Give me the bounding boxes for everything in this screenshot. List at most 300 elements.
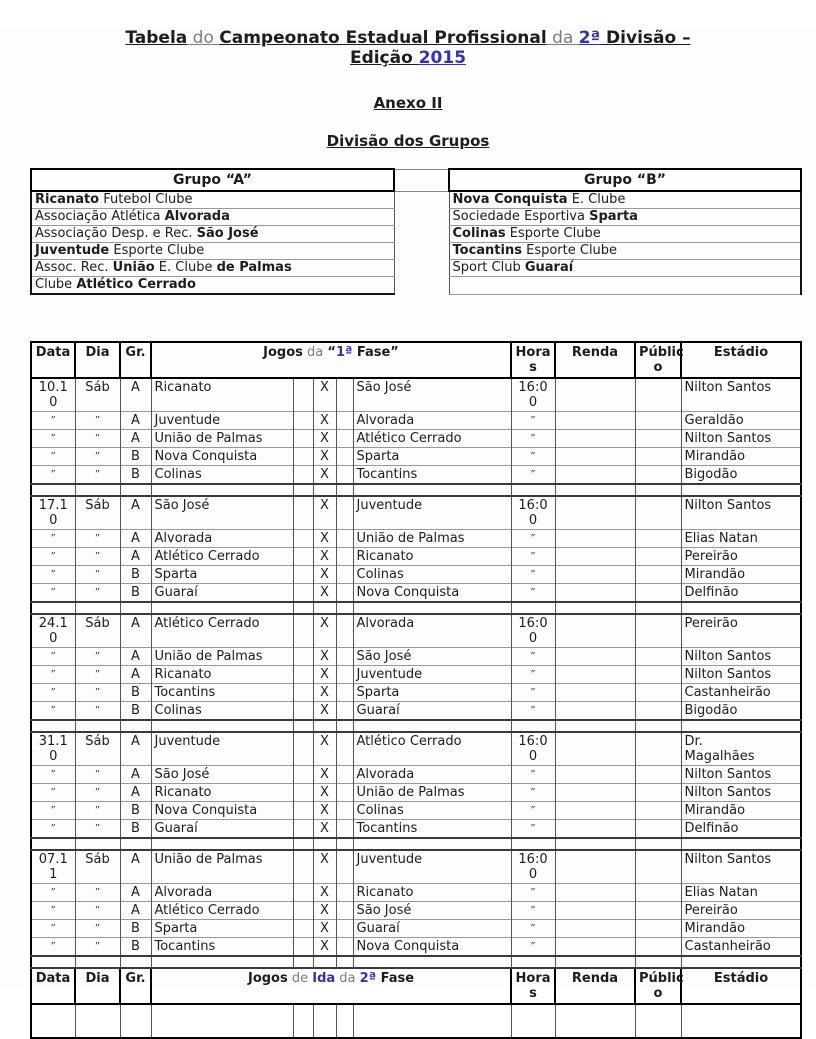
phase1-title-text: “	[327, 345, 336, 360]
narrow-cell	[336, 766, 353, 784]
spacer-cell	[555, 956, 635, 968]
renda-cell	[555, 784, 635, 802]
x-cell	[313, 1004, 336, 1038]
renda-cell	[555, 496, 635, 530]
home-team-cell: Ricanato	[151, 666, 293, 684]
group-b-header: Grupo “B”	[449, 169, 801, 191]
day-cell: ”	[75, 648, 120, 666]
spacer-row	[31, 838, 801, 850]
publico-cell	[635, 920, 681, 938]
date-cell: ”	[31, 702, 75, 721]
spacer-cell	[75, 838, 120, 850]
publico-cell	[635, 584, 681, 603]
spacer-cell	[353, 838, 511, 850]
publico-cell	[635, 666, 681, 684]
date-cell	[31, 1004, 75, 1038]
spacer-cell	[75, 956, 120, 968]
home-team-cell: Tocantins	[151, 938, 293, 957]
date-cell: ”	[31, 412, 75, 430]
home-team-cell: Nova Conquista	[151, 448, 293, 466]
fixture-row	[31, 784, 801, 802]
renda-cell	[555, 378, 635, 412]
date-cell: ”	[31, 784, 75, 802]
club-name-run: Esporte Clube	[521, 243, 618, 258]
col-header-dia: Dia	[75, 968, 120, 1004]
day-cell: ”	[75, 666, 120, 684]
day-cell: ”	[75, 938, 120, 957]
spacer-cell	[336, 956, 353, 968]
time-cell: ”	[511, 784, 555, 802]
link-2015[interactable]: 2015	[418, 48, 467, 68]
groups-header-row	[31, 169, 801, 191]
day-cell: ”	[75, 566, 120, 584]
away-team-cell: São José	[353, 378, 511, 412]
renda-cell	[555, 584, 635, 603]
col-header-horas: Hora s	[511, 342, 555, 378]
publico-cell	[635, 732, 681, 766]
away-team-cell: Juventude	[353, 666, 511, 684]
time-cell: 16:0 0	[511, 732, 555, 766]
fixture-row	[31, 530, 801, 548]
away-team-cell: Ricanato	[353, 548, 511, 566]
narrow-cell	[336, 466, 353, 485]
group-b-club	[449, 209, 801, 226]
fixture-row	[31, 496, 801, 530]
stadium-name: Nilton Santos	[684, 380, 772, 395]
club-name-run: Esporte Clube	[505, 226, 601, 241]
away-team-cell: Sparta	[353, 684, 511, 702]
club-name-run: Nova Conquista	[452, 192, 568, 207]
narrow-cell	[293, 448, 313, 466]
narrow-cell	[293, 684, 313, 702]
x-cell: X	[313, 430, 336, 448]
narrow-cell	[336, 920, 353, 938]
renda-cell	[555, 920, 635, 938]
fixture-row	[31, 666, 801, 684]
narrow-cell	[336, 702, 353, 721]
home-team-cell: Atlético Cerrado	[151, 548, 293, 566]
stadium-cell	[681, 820, 801, 839]
col-header-data: Data	[31, 342, 75, 378]
narrow-cell	[293, 430, 313, 448]
time-cell: ”	[511, 766, 555, 784]
narrow-cell	[293, 566, 313, 584]
home-team-cell: Ricanato	[151, 784, 293, 802]
phase2-title-text: de	[287, 971, 313, 986]
day-cell: ”	[75, 530, 120, 548]
phase2-title-text: Fase	[376, 971, 415, 986]
phase1-title-text: Fase”	[352, 345, 399, 360]
narrow-cell	[336, 902, 353, 920]
spacer-cell	[31, 484, 75, 496]
link-2a-divisao[interactable]: 2ª	[578, 28, 601, 48]
fixture-row	[31, 884, 801, 902]
publico-cell	[635, 378, 681, 412]
club-name-run: de Palmas	[216, 260, 292, 275]
group-gap-cell	[394, 277, 449, 295]
group-cell: A	[120, 902, 151, 920]
stadium-name: Nilton Santos	[684, 431, 772, 446]
time-cell: ”	[511, 938, 555, 957]
group-cell: B	[120, 820, 151, 839]
stadium-cell	[681, 802, 801, 820]
renda-cell	[555, 684, 635, 702]
fixture-row	[31, 938, 801, 957]
x-cell: X	[313, 802, 336, 820]
day-cell: Sáb	[75, 378, 120, 412]
group-a-club	[31, 277, 394, 295]
home-team-cell: São José	[151, 496, 293, 530]
date-cell: ”	[31, 884, 75, 902]
away-team-cell: Tocantins	[353, 820, 511, 839]
narrow-cell	[293, 938, 313, 957]
publico-cell	[635, 412, 681, 430]
away-team-cell: Alvorada	[353, 766, 511, 784]
spacer-cell	[313, 720, 336, 732]
renda-cell	[555, 614, 635, 648]
x-cell: X	[313, 448, 336, 466]
home-team-cell: União de Palmas	[151, 430, 293, 448]
title-text: Edição	[349, 48, 419, 68]
date-cell: ”	[31, 430, 75, 448]
home-team-cell: Atlético Cerrado	[151, 902, 293, 920]
day-cell: Sáb	[75, 850, 120, 884]
group-cell: A	[120, 732, 151, 766]
date-cell: ”	[31, 584, 75, 603]
home-team-cell: Colinas	[151, 466, 293, 485]
spacer-cell	[555, 484, 635, 496]
x-cell: X	[313, 378, 336, 412]
away-team-cell: Nova Conquista	[353, 584, 511, 603]
stadium-cell	[681, 920, 801, 938]
away-team-cell: Alvorada	[353, 614, 511, 648]
groups-heading	[0, 132, 816, 150]
stadium-cell	[681, 648, 801, 666]
narrow-cell	[293, 850, 313, 884]
fixture-row	[31, 584, 801, 603]
home-team-cell: Guaraí	[151, 584, 293, 603]
home-team-cell: Alvorada	[151, 530, 293, 548]
narrow-cell	[293, 548, 313, 566]
spacer-cell	[681, 720, 801, 732]
link-2a-fase[interactable]: 2ª	[359, 971, 377, 986]
stadium-cell	[681, 566, 801, 584]
publico-cell	[635, 784, 681, 802]
away-team-cell: Atlético Cerrado	[353, 732, 511, 766]
stadium-name: Pereirão	[684, 903, 738, 918]
publico-cell	[635, 448, 681, 466]
group-a-club	[31, 191, 394, 209]
spacer-cell	[313, 484, 336, 496]
away-team-cell: Colinas	[353, 802, 511, 820]
narrow-cell	[293, 732, 313, 766]
group-gap-cell	[394, 209, 449, 226]
group-a-club	[31, 243, 394, 260]
home-team-cell: Atlético Cerrado	[151, 614, 293, 648]
narrow-cell	[293, 1004, 313, 1038]
narrow-cell	[293, 884, 313, 902]
day-cell: ”	[75, 448, 120, 466]
away-team-cell: São José	[353, 902, 511, 920]
publico-cell	[635, 1004, 681, 1038]
renda-cell	[555, 732, 635, 766]
group-row	[31, 243, 801, 260]
renda-cell	[555, 1004, 635, 1038]
date-cell: ”	[31, 938, 75, 957]
renda-cell	[555, 666, 635, 684]
title-text: do	[187, 28, 220, 48]
spacer-cell	[75, 484, 120, 496]
publico-cell	[635, 566, 681, 584]
group-cell: A	[120, 412, 151, 430]
stadium-name: Elias Natan	[684, 885, 758, 900]
spacer-cell	[151, 720, 293, 732]
stadium-name: Nilton Santos	[684, 767, 772, 782]
narrow-cell	[293, 784, 313, 802]
stadium-cell	[681, 548, 801, 566]
x-cell: X	[313, 850, 336, 884]
stadium-name: Nilton Santos	[684, 498, 772, 513]
group-row	[31, 260, 801, 277]
publico-cell	[635, 648, 681, 666]
group-cell: B	[120, 566, 151, 584]
narrow-cell	[336, 530, 353, 548]
time-cell: ”	[511, 684, 555, 702]
spacer-row	[31, 720, 801, 732]
renda-cell	[555, 802, 635, 820]
x-cell: X	[313, 496, 336, 530]
fixture-row	[31, 850, 801, 884]
date-cell: ”	[31, 766, 75, 784]
club-name-run: São José	[196, 226, 259, 241]
group-cell: B	[120, 920, 151, 938]
home-team-cell: Nova Conquista	[151, 802, 293, 820]
spacer-cell	[151, 838, 293, 850]
away-team-cell: Juventude	[353, 850, 511, 884]
x-cell: X	[313, 412, 336, 430]
time-cell: ”	[511, 412, 555, 430]
date-cell: ”	[31, 666, 75, 684]
col-header-horas: Hora s	[511, 968, 555, 1004]
narrow-cell	[336, 566, 353, 584]
home-team-cell: Sparta	[151, 920, 293, 938]
x-cell: X	[313, 466, 336, 485]
group-cell: A	[120, 648, 151, 666]
group-gap-cell	[394, 260, 449, 277]
time-cell: ”	[511, 530, 555, 548]
spacer-cell	[555, 838, 635, 850]
title-text: da	[546, 28, 579, 48]
publico-cell	[635, 902, 681, 920]
spacer-cell	[120, 838, 151, 850]
group-cell: B	[120, 448, 151, 466]
col-header-renda: Renda	[555, 968, 635, 1004]
stadium-name: Mirandão	[684, 449, 746, 464]
renda-cell	[555, 566, 635, 584]
stadium-name: Nilton Santos	[684, 667, 772, 682]
renda-cell	[555, 902, 635, 920]
narrow-cell	[336, 850, 353, 884]
spacer-cell	[313, 956, 336, 968]
fixture-row	[31, 684, 801, 702]
spacer-cell	[511, 484, 555, 496]
phase1-header-row	[31, 342, 801, 378]
renda-cell	[555, 530, 635, 548]
col-header-renda: Renda	[555, 342, 635, 378]
away-team-cell: União de Palmas	[353, 530, 511, 548]
home-team-cell: São José	[151, 766, 293, 784]
fixture-row	[31, 566, 801, 584]
spacer-cell	[353, 484, 511, 496]
time-cell: ”	[511, 802, 555, 820]
spacer-cell	[336, 484, 353, 496]
time-cell: ”	[511, 466, 555, 485]
spacer-cell	[293, 484, 313, 496]
publico-cell	[635, 684, 681, 702]
group-cell: A	[120, 548, 151, 566]
group-cell: A	[120, 766, 151, 784]
publico-cell	[635, 530, 681, 548]
group-cell: A	[120, 784, 151, 802]
narrow-cell	[336, 378, 353, 412]
narrow-cell	[336, 584, 353, 603]
date-cell: ”	[31, 566, 75, 584]
group-row	[31, 226, 801, 243]
narrow-cell	[293, 412, 313, 430]
date-cell: 24.1 0	[31, 614, 75, 648]
narrow-cell	[293, 766, 313, 784]
x-cell: X	[313, 566, 336, 584]
group-cell: A	[120, 850, 151, 884]
fixture-row	[31, 412, 801, 430]
spacer-cell	[313, 838, 336, 850]
narrow-cell	[293, 702, 313, 721]
spacer-row	[31, 956, 801, 968]
x-cell: X	[313, 584, 336, 603]
club-name-run: Guaraí	[524, 260, 574, 275]
stadium-name: Pereirão	[684, 616, 738, 631]
group-a-club	[31, 260, 394, 277]
stadium-name: Mirandão	[684, 803, 746, 818]
group-cell: A	[120, 378, 151, 412]
renda-cell	[555, 850, 635, 884]
group-gap-cell	[394, 191, 449, 209]
fixture-row	[31, 702, 801, 721]
stadium-cell	[681, 1004, 801, 1038]
stadium-name: Nilton Santos	[684, 785, 772, 800]
stadium-cell	[681, 702, 801, 721]
narrow-cell	[293, 530, 313, 548]
partial-row	[31, 1004, 801, 1038]
home-team-cell: União de Palmas	[151, 648, 293, 666]
away-team-cell: Atlético Cerrado	[353, 430, 511, 448]
spacer-cell	[293, 838, 313, 850]
day-cell: ”	[75, 884, 120, 902]
annex-heading	[0, 94, 816, 112]
spacer-cell	[336, 720, 353, 732]
narrow-cell	[336, 648, 353, 666]
spacer-cell	[120, 602, 151, 614]
fixture-row	[31, 548, 801, 566]
fixture-row	[31, 902, 801, 920]
time-cell: ”	[511, 820, 555, 839]
stadium-cell	[681, 530, 801, 548]
phase2-header-row	[31, 968, 801, 1004]
day-cell: ”	[75, 784, 120, 802]
stadium-name: Pereirão	[684, 549, 738, 564]
day-cell: ”	[75, 702, 120, 721]
day-cell: ”	[75, 430, 120, 448]
document-page	[0, 28, 816, 1001]
group-cell	[120, 1004, 151, 1038]
link-ida[interactable]: Ida	[312, 971, 336, 986]
date-cell: 10.1 0	[31, 378, 75, 412]
spacer-cell	[511, 602, 555, 614]
narrow-cell	[293, 584, 313, 603]
annex-heading-text: Anexo II	[373, 94, 443, 112]
phase2-section	[31, 968, 801, 1038]
col-header-gr: Gr.	[120, 968, 151, 1004]
stadium-name: Castanheirão	[684, 685, 771, 700]
narrow-cell	[336, 666, 353, 684]
spacer-cell	[120, 720, 151, 732]
renda-cell	[555, 820, 635, 839]
group-row	[31, 277, 801, 295]
link-1a-fase[interactable]: 1ª	[335, 345, 353, 360]
renda-cell	[555, 430, 635, 448]
stadium-cell	[681, 884, 801, 902]
club-name-run: Clube	[35, 277, 77, 292]
publico-cell	[635, 766, 681, 784]
x-cell: X	[313, 702, 336, 721]
away-team-cell: Guaraí	[353, 702, 511, 721]
stadium-name: Bigodão	[684, 703, 738, 718]
stadium-name: Mirandão	[684, 921, 746, 936]
stadium-cell	[681, 614, 801, 648]
home-team-cell: União de Palmas	[151, 850, 293, 884]
stadium-name: Castanheirão	[684, 939, 771, 954]
narrow-cell	[336, 614, 353, 648]
away-team-cell: Sparta	[353, 448, 511, 466]
col-header-publico: Públic o	[635, 968, 681, 1004]
club-name-run: Futebol Clube	[99, 192, 193, 207]
away-team-cell: Tocantins	[353, 466, 511, 485]
home-team-cell: Sparta	[151, 566, 293, 584]
publico-cell	[635, 702, 681, 721]
narrow-cell	[293, 920, 313, 938]
narrow-cell	[336, 802, 353, 820]
narrow-cell	[336, 784, 353, 802]
narrow-cell	[293, 802, 313, 820]
time-cell: 16:0 0	[511, 850, 555, 884]
time-cell: ”	[511, 430, 555, 448]
spacer-cell	[120, 956, 151, 968]
spacer-row	[31, 484, 801, 496]
stadium-cell	[681, 430, 801, 448]
day-cell: ”	[75, 766, 120, 784]
narrow-cell	[293, 666, 313, 684]
time-cell: ”	[511, 920, 555, 938]
date-cell: 07.1 1	[31, 850, 75, 884]
x-cell: X	[313, 784, 336, 802]
stadium-cell	[681, 666, 801, 684]
spacer-cell	[151, 602, 293, 614]
stadium-cell	[681, 938, 801, 957]
group-gap-cell	[394, 243, 449, 260]
away-team-cell: Alvorada	[353, 412, 511, 430]
group-a-club	[31, 226, 394, 243]
stadium-name: Dr. Magalhães	[684, 734, 755, 764]
